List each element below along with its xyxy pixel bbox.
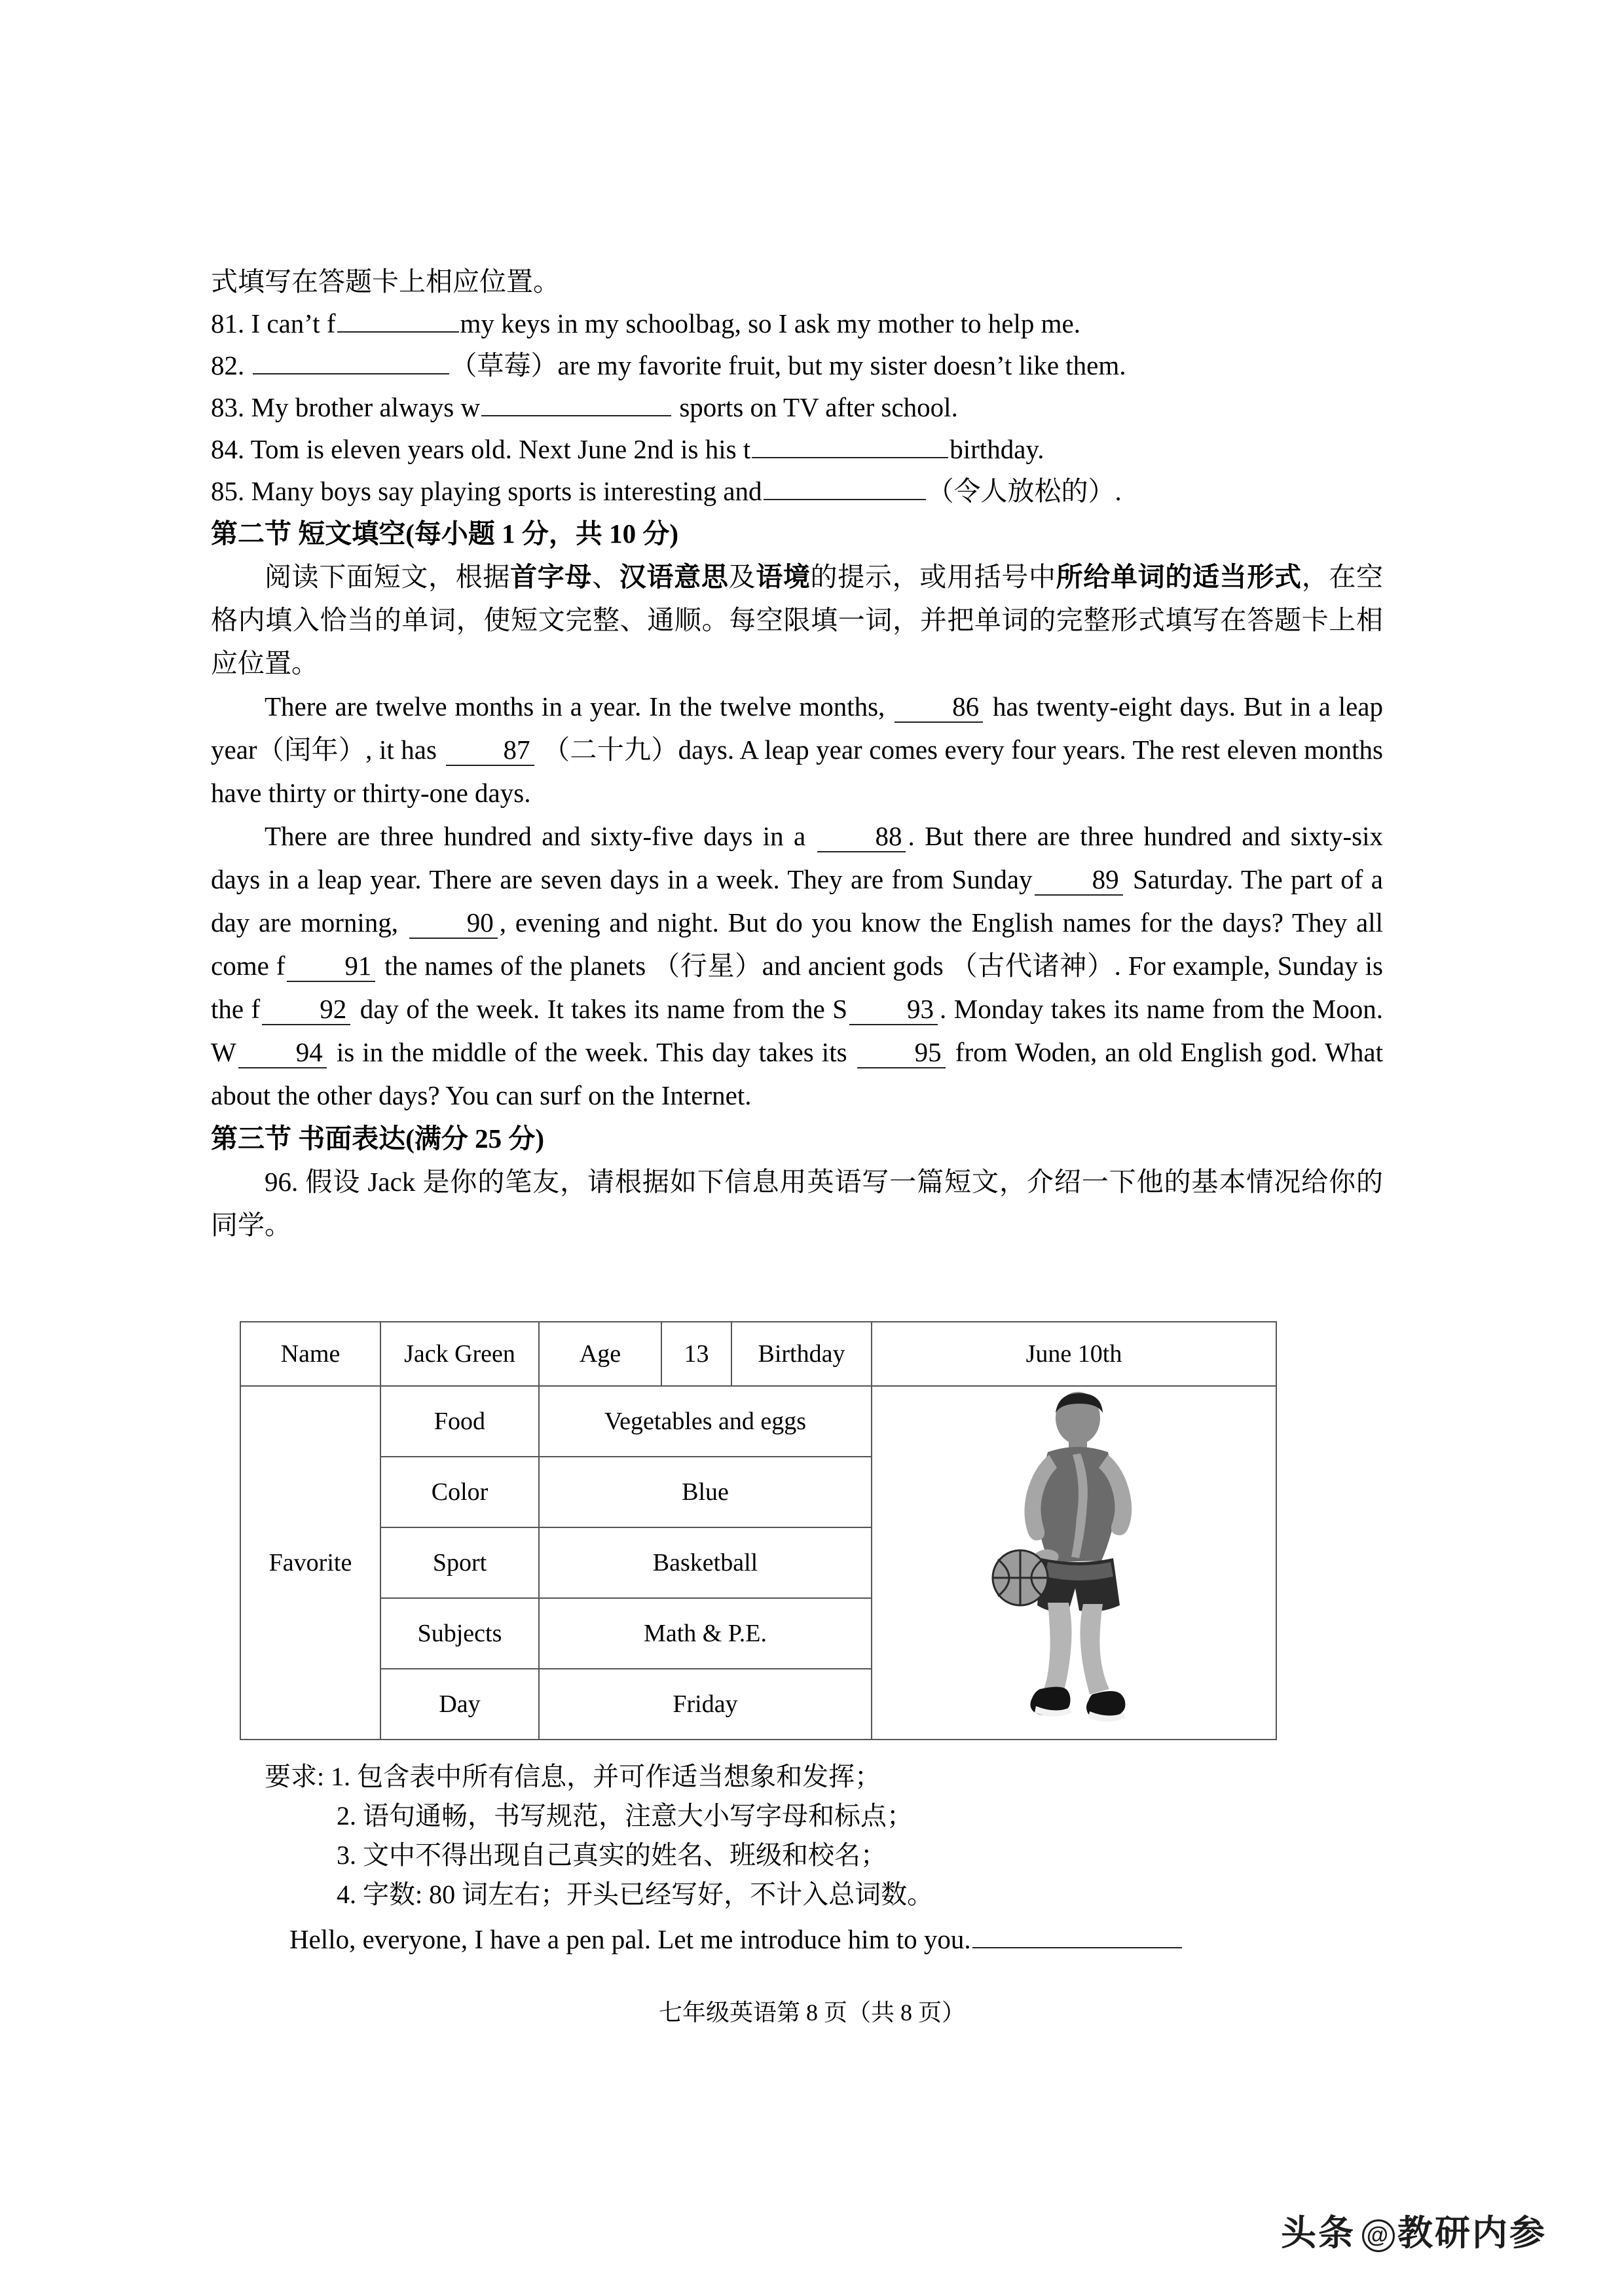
table-row-food (240, 1386, 1276, 1457)
cell-name-label: Name (240, 1322, 380, 1386)
cell-birthday-label: Birthday (731, 1322, 872, 1386)
question-84 (211, 428, 1383, 470)
section-2-score: (每小题 1 分，共 10 分) (405, 519, 679, 549)
page-footer: 七年级英语第 8 页（共 8 页） (658, 1999, 965, 2026)
cell-age-label: Age (539, 1322, 661, 1386)
question-text-before: Many boys say playing sports is interesting and (251, 476, 762, 506)
cloze-blank-92[interactable]: 92 (262, 994, 350, 1025)
instruction-part: 及 (728, 562, 756, 592)
answer-blank[interactable] (481, 393, 671, 416)
question-text-before: My brother always w (251, 392, 481, 422)
question-85 (211, 470, 1383, 512)
section-2-title: 第二节 短文填空 (211, 519, 406, 549)
cell-birthday-value: June 10th (872, 1322, 1276, 1386)
question-number: 85. (211, 476, 245, 506)
cell-color-value: Blue (539, 1457, 872, 1527)
requirement-item-3: 3. 文中不得出现自己真实的姓名、班级和校名； (337, 1840, 887, 1870)
section-3-heading (211, 1117, 1383, 1160)
answer-blank[interactable] (752, 435, 948, 458)
cell-age-value: 13 (661, 1322, 731, 1386)
passage-text: , evening and night. But do you know the English names for the days? They all come f (211, 907, 1383, 981)
section-2-instruction (211, 555, 1383, 685)
question-82 (211, 344, 1383, 386)
requirement-item-2: 2. 语句通畅，书写规范，注意大小写字母和标点； (337, 1801, 913, 1831)
passage-text: . Monday takes its name from the Moon. W (211, 994, 1383, 1067)
basketball-player-photo (872, 1387, 1276, 1739)
section-2-heading (211, 512, 1383, 555)
student-info-table (240, 1321, 1277, 1740)
opening-text: Hello, everyone, I have a pen pal. Let me introduce him to you. (289, 1924, 971, 1954)
writing-requirements (240, 1757, 1268, 1914)
question-83 (211, 386, 1383, 428)
writing-answer-line[interactable] (972, 1925, 1182, 1948)
cell-day-label: Day (380, 1669, 539, 1740)
student-info-table-wrapper (240, 1321, 1268, 1959)
instruction-part-bold: 汉语意思 (619, 562, 729, 592)
question-text-after: （草莓）are my favorite fruit, but my sister doesn’t like them. (450, 350, 1126, 380)
instruction-part: ，在空格内填入恰当的单词，使短文完整、通顺。每空限填一词，并把单词的完整形式填写在答题卡上相应位置。 (211, 562, 1384, 678)
requirement-item-4: 4. 字数: 80 词左右；开头已经写好，不计入总词数。 (337, 1880, 934, 1909)
passage-text: from Woden, an old English god. What about the other days? You can surf on the Internet. (211, 1037, 1383, 1110)
question-text-after: （令人放松的）. (927, 476, 1122, 506)
answer-blank[interactable] (764, 477, 926, 500)
requirements-label: 要求: (265, 1762, 325, 1791)
cloze-blank-90[interactable]: 90 (409, 907, 498, 939)
passage-text: There are three hundred and sixty-five days in a (265, 821, 816, 851)
instruction-part-bold: 语境 (756, 562, 811, 592)
watermark-suffix: 教研内参 (1397, 2214, 1547, 2253)
cloze-paragraph-1 (211, 685, 1383, 814)
watermark-prefix: 头条 (1281, 2214, 1356, 2253)
passage-text: Saturday. The part of a day are morning, (211, 864, 1383, 938)
cloze-blank-91[interactable]: 91 (287, 951, 375, 982)
cell-day-value: Friday (539, 1669, 872, 1740)
question-text-after: my keys in my schoolbag, so I ask my mother to help me. (460, 308, 1080, 338)
cell-name-value: Jack Green (380, 1322, 539, 1386)
cloze-blank-95[interactable]: 95 (857, 1037, 946, 1068)
question-number: 81. (211, 308, 245, 338)
cloze-blank-89[interactable]: 89 (1035, 864, 1123, 896)
passage-text: （二十九）days. A leap year comes every four years. The rest eleven months have thirty or thirty-one days. (211, 735, 1383, 808)
at-icon: @ (1362, 2219, 1395, 2252)
instruction-part: 、 (592, 562, 619, 592)
question-number: 82. (211, 350, 245, 380)
basketball-player-icon (950, 1387, 1198, 1727)
question-81 (211, 302, 1383, 344)
cell-sport-value: Basketball (539, 1527, 872, 1598)
answer-blank[interactable] (337, 309, 459, 333)
question-text-before: I can’t f (251, 308, 336, 338)
question-text-before: Tom is eleven years old. Next June 2nd is his t (250, 434, 751, 464)
continuation-instruction: 式填写在答题卡上相应位置。 (211, 266, 560, 297)
cell-sport-label: Sport (380, 1527, 539, 1598)
instruction-part: 的提示，或用括号中 (810, 562, 1056, 592)
cell-food-value: Vegetables and eggs (539, 1386, 872, 1457)
question-number: 83. (211, 392, 245, 422)
cloze-blank-94[interactable]: 94 (238, 1037, 327, 1068)
passage-text: . But there are three hundred and sixty-six days in a leap year. There are seven days in a week. They are from Sunday (211, 821, 1383, 894)
requirement-item-1 (265, 1757, 1268, 1796)
cell-favorite-label: Favorite (240, 1386, 380, 1740)
passage-text: day of the week. It takes its name from the S (352, 994, 848, 1024)
cloze-blank-93[interactable]: 93 (849, 994, 938, 1025)
passage-text: is in the middle of the week. This day takes its (328, 1037, 855, 1067)
table-row-header (240, 1322, 1276, 1386)
writing-opening-sentence (240, 1920, 1268, 1959)
cloze-blank-86[interactable]: 86 (895, 691, 983, 723)
page-content (211, 261, 1383, 1247)
section-3-score: (满分 25 分) (405, 1123, 545, 1154)
passage-text: has twenty-eight days. But in a leap year（闰年）, it has (211, 691, 1383, 765)
cell-color-label: Color (380, 1457, 539, 1527)
requirement-text: 1. 包含表中所有信息，并可作适当想象和发挥； (331, 1762, 881, 1791)
passage-text: There are twelve months in a year. In the twelve months, (265, 691, 893, 721)
cloze-blank-87[interactable]: 87 (446, 735, 534, 766)
source-watermark (1281, 2205, 1547, 2255)
passage-text: the names of the planets （行星）and ancient gods （古代诸神）. For example, Sunday is the f (211, 951, 1383, 1024)
answer-blank[interactable] (253, 351, 449, 374)
question-text-after: sports on TV after school. (673, 392, 958, 422)
fill-in-question-list (211, 302, 1383, 512)
cell-photo (872, 1386, 1276, 1740)
instruction-part: 阅读下面短文，根据 (265, 562, 511, 592)
question-text-after: birthday. (950, 434, 1044, 464)
cell-subjects-value: Math & P.E. (539, 1598, 872, 1669)
instruction-part-bold: 首字母 (510, 562, 593, 592)
section-3-title: 第三节 书面表达 (211, 1123, 406, 1154)
writing-prompt: 96. 假设 Jack 是你的笔友，请根据如下信息用英语写一篇短文，介绍一下他的基本情况给你的同学。 (211, 1167, 1383, 1240)
cloze-blank-88[interactable]: 88 (817, 821, 906, 852)
cloze-paragraph-2 (211, 814, 1383, 1117)
instruction-part-bold: 所给单词的适当形式 (1056, 562, 1302, 592)
cell-subjects-label: Subjects (380, 1598, 539, 1669)
cell-food-label: Food (380, 1386, 539, 1457)
question-number: 84. (211, 434, 245, 464)
